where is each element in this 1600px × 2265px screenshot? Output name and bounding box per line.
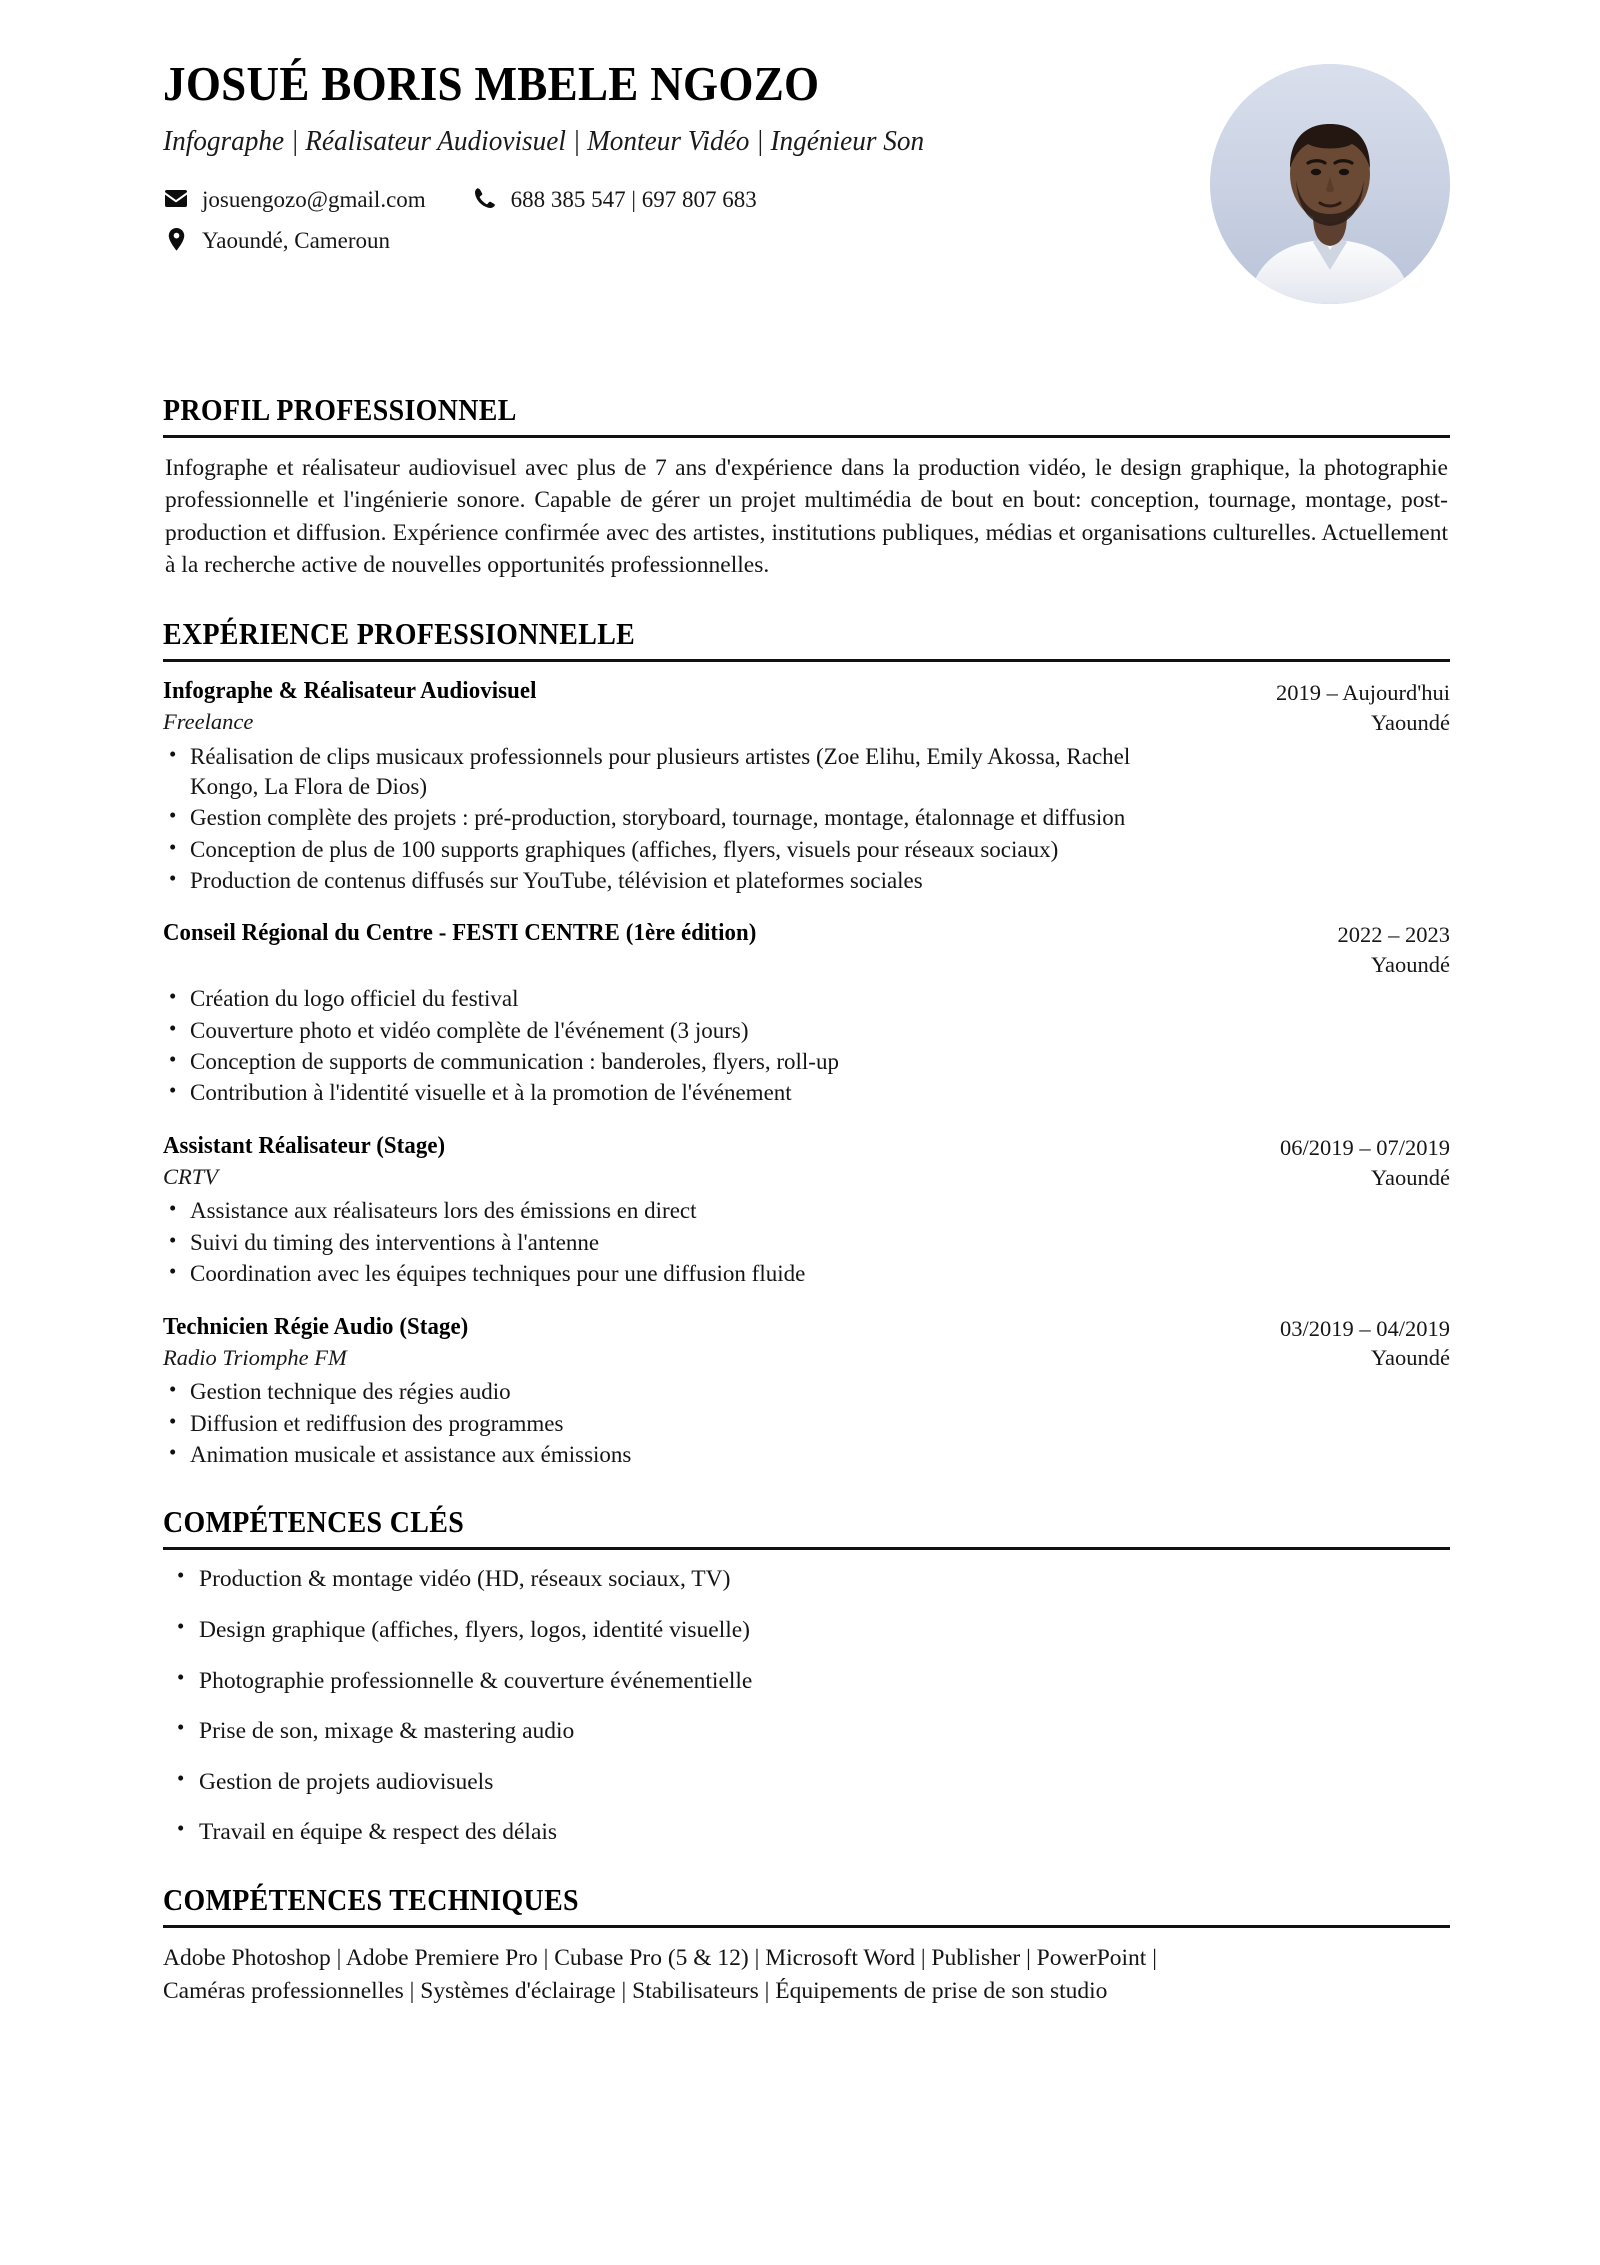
list-item: • Conception de supports de communication : banderoles, flyers, roll-up — [163, 1047, 1150, 1077]
section-tech-skills — [163, 1882, 1450, 2009]
section-divider — [163, 1925, 1450, 1928]
section-title-tech-skills: COMPÉTENCES TECHNIQUES — [163, 1881, 579, 1917]
contact-row-primary — [163, 187, 1173, 211]
map-pin-icon — [163, 228, 189, 252]
section-divider — [163, 435, 1450, 438]
job-dates: 03/2019 – 04/2019 — [1279, 1315, 1450, 1341]
section-title-experience: EXPÉRIENCE PROFESSIONNELLE — [163, 615, 636, 651]
job-dates: 2019 – Aujourd'hui — [1275, 679, 1450, 705]
job-dates: 06/2019 – 07/2019 — [1279, 1134, 1450, 1160]
experience-entry — [163, 918, 1450, 1108]
job-company: CRTV — [163, 1163, 219, 1189]
list-item: • Design graphique (affiches, flyers, logos, identité visuelle) — [163, 1615, 1450, 1646]
job-location: Yaoundé — [1371, 1164, 1450, 1190]
job-title: Conseil Régional du Centre - FESTI CENTRE (1ère édition) — [163, 920, 757, 947]
tech-skills-line: Caméras professionnelles | Systèmes d'éclairage | Stabilisateurs | Équipements de prise de son studio — [163, 1978, 1108, 2005]
list-item: • Couverture photo et vidéo complète de l'événement (3 jours) — [163, 1016, 1150, 1046]
section-divider — [163, 1547, 1450, 1550]
list-item: • Assistance aux réalisateurs lors des émissions en direct — [163, 1196, 1150, 1226]
list-item: • Diffusion et rediffusion des programmes — [163, 1409, 1150, 1439]
job-company: Freelance — [163, 708, 254, 734]
job-title: Infographe & Réalisateur Audiovisuel — [163, 677, 537, 704]
contact-email-text: josuengozo@gmail.com — [202, 187, 426, 213]
job-location: Yaoundé — [1371, 1345, 1450, 1371]
experience-entry-left — [163, 1312, 1280, 1372]
list-item: • Suivi du timing des interventions à l'antenne — [163, 1228, 1150, 1258]
list-item: • Prise de son, mixage & mastering audio — [163, 1716, 1450, 1747]
contact-phone[interactable] — [472, 187, 757, 211]
experience-entry-head — [163, 1312, 1450, 1374]
experience-entry-head — [163, 918, 1450, 980]
job-company: Radio Triomphe FM — [163, 1344, 347, 1370]
experience-entry-meta — [1276, 676, 1450, 738]
contact-email[interactable] — [163, 187, 426, 211]
contact-location — [163, 228, 390, 252]
job-bullet-list — [163, 1196, 1450, 1289]
experience-entry-head — [163, 1131, 1450, 1193]
phone-icon — [472, 187, 498, 211]
resume-header — [163, 58, 1450, 358]
page-title: JOSUÉ BORIS MBELE NGOZO — [163, 56, 820, 111]
job-bullet-list — [163, 984, 1450, 1108]
profile-paragraph: Infographe et réalisateur audiovisuel avec plus de 7 ans d'expérience dans la production vidéo, le design graphique, la photographie professionnelle et l'ingénierie sonore. Capable de gérer un projet multimédia de bout en bout: conception, tournage, montage, post- production et diffusion. Expérience confirmée avec des artistes, institutions publiques, médias et organisations culturelles. Actuellement à la recherche active de nouvelles opportunités professionnelles. — [165, 455, 1448, 579]
job-location: Yaoundé — [1371, 709, 1450, 735]
experience-entry-head — [163, 676, 1450, 738]
list-item: • Réalisation de clips musicaux professionnels pour plusieurs artistes (Zoe Elihu, Emily Akossa, Rachel Kongo, La Flora de Dios) — [163, 742, 1150, 803]
job-bullet-list — [163, 1377, 1450, 1470]
list-item: • Gestion de projets audiovisuels — [163, 1767, 1450, 1798]
job-location: Yaoundé — [1371, 952, 1450, 978]
section-title-key-skills: COMPÉTENCES CLÉS — [163, 1504, 465, 1540]
experience-entry — [163, 676, 1450, 897]
experience-entry — [163, 1312, 1450, 1471]
key-skills-list — [163, 1564, 1450, 1847]
experience-entry-left — [163, 1131, 1280, 1191]
envelope-icon — [163, 187, 189, 211]
contact-phone-text: 688 385 547 | 697 807 683 — [510, 187, 757, 213]
list-item: • Gestion technique des régies audio — [163, 1377, 1150, 1407]
section-key-skills — [163, 1504, 1450, 1847]
section-profile — [163, 392, 1450, 582]
experience-entry-left — [163, 918, 1338, 948]
experience-entry-left — [163, 676, 1276, 736]
professional-subtitle: Infographe | Réalisateur Audiovisuel | Monteur Vidéo | Ingénieur Son — [163, 124, 925, 157]
job-dates: 2022 – 2023 — [1337, 922, 1450, 948]
job-title: Assistant Réalisateur (Stage) — [163, 1132, 446, 1159]
list-item: • Photographie professionnelle & couverture événementielle — [163, 1666, 1450, 1697]
avatar — [1210, 64, 1450, 304]
experience-entry-meta — [1280, 1312, 1450, 1374]
list-item: • Conception de plus de 100 supports graphiques (affiches, flyers, visuels pour réseaux sociaux) — [163, 835, 1150, 865]
job-bullet-list — [163, 742, 1450, 897]
list-item: • Gestion complète des projets : pré-production, storyboard, tournage, montage, étalonnage et diffusion — [163, 803, 1150, 833]
experience-entry-meta — [1338, 918, 1451, 980]
section-divider — [163, 659, 1450, 662]
contact-row-secondary — [163, 228, 1173, 252]
header-text-block — [163, 58, 1173, 252]
list-item: • Création du logo officiel du festival — [163, 984, 1150, 1014]
list-item: • Travail en équipe & respect des délais — [163, 1817, 1450, 1848]
list-item: • Production & montage vidéo (HD, réseaux sociaux, TV) — [163, 1564, 1450, 1595]
contact-location-text: Yaoundé, Cameroun — [202, 228, 391, 254]
tech-skills-line: Adobe Photoshop | Adobe Premiere Pro | Cubase Pro (5 & 12) | Microsoft Word | Publisher | PowerPoint | — [163, 1944, 1157, 1971]
experience-entry — [163, 1131, 1450, 1290]
section-experience — [163, 616, 1450, 1471]
experience-entry-meta — [1280, 1131, 1450, 1193]
section-title-profile: PROFIL PROFESSIONNEL — [163, 392, 517, 427]
list-item: • Production de contenus diffusés sur YouTube, télévision et plateformes sociales — [163, 866, 1150, 896]
job-title: Technicien Régie Audio (Stage) — [163, 1313, 469, 1340]
list-item: • Coordination avec les équipes techniques pour une diffusion fluide — [163, 1259, 1150, 1289]
list-item: • Animation musicale et assistance aux émissions — [163, 1440, 1150, 1470]
list-item: • Contribution à l'identité visuelle et à la promotion de l'événement — [163, 1078, 1150, 1108]
